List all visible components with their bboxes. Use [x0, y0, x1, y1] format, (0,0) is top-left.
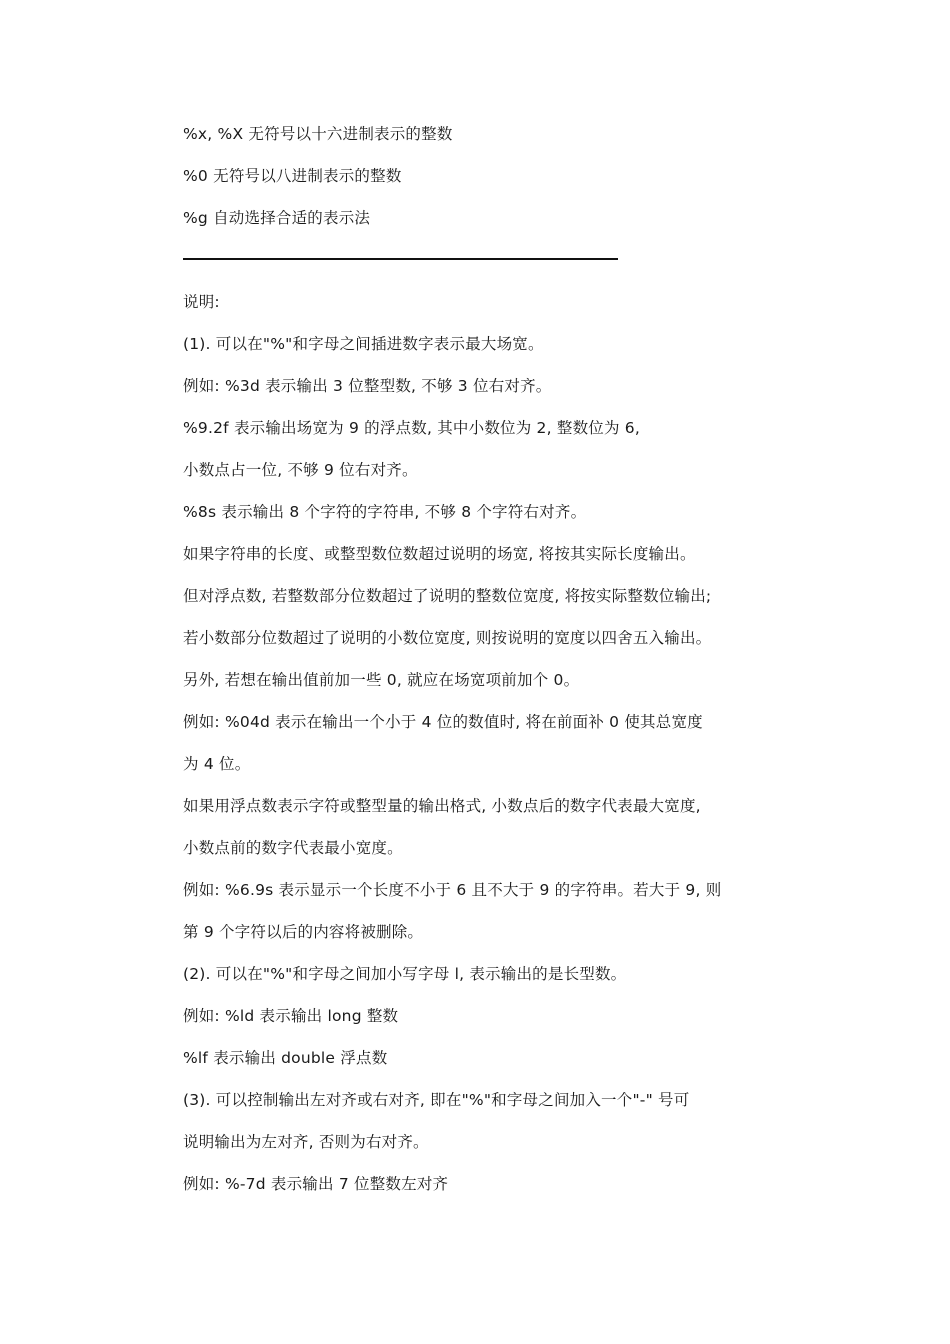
- horizontal-rule: [183, 258, 618, 260]
- text-line: 小数点占一位, 不够 9 位右对齐。: [183, 461, 418, 479]
- text-line: 第 9 个字符以后的内容将被删除。: [183, 923, 424, 941]
- text-line: 例如: %3d 表示输出 3 位整型数, 不够 3 位右对齐。: [183, 377, 552, 395]
- text-line: 另外, 若想在输出值前加一些 0, 就应在场宽项前加个 0。: [183, 671, 580, 689]
- text-line: 例如: %-7d 表示输出 7 位整数左对齐: [183, 1175, 449, 1193]
- text-line: %8s 表示输出 8 个字符的字符串, 不够 8 个字符右对齐。: [183, 503, 587, 521]
- text-line: 若小数部分位数超过了说明的小数位宽度, 则按说明的宽度以四舍五入输出。: [183, 629, 712, 647]
- text-line: 如果用浮点数表示字符或整型量的输出格式, 小数点后的数字代表最大宽度,: [183, 797, 701, 815]
- text-line-octal-format: %0 无符号以八进制表示的整数: [183, 167, 402, 185]
- text-line: (1). 可以在"%"和字母之间插进数字表示最大场宽。: [183, 335, 544, 353]
- text-line: %9.2f 表示输出场宽为 9 的浮点数, 其中小数位为 2, 整数位为 6,: [183, 419, 640, 437]
- text-line: %lf 表示输出 double 浮点数: [183, 1049, 388, 1067]
- text-line: 说明输出为左对齐, 否则为右对齐。: [183, 1133, 429, 1151]
- text-line: 例如: %04d 表示在输出一个小于 4 位的数值时, 将在前面补 0 使其总宽度: [183, 713, 703, 731]
- text-line-explanation-heading: 说明:: [183, 293, 220, 311]
- text-line-hex-format: %x, %X 无符号以十六进制表示的整数: [183, 125, 453, 143]
- text-line: 但对浮点数, 若整数部分位数超过了说明的整数位宽度, 将按实际整数位输出;: [183, 587, 712, 605]
- text-line: (3). 可以控制输出左对齐或右对齐, 即在"%"和字母之间加入一个"-" 号可: [183, 1091, 690, 1109]
- text-line: 例如: %ld 表示输出 long 整数: [183, 1007, 399, 1025]
- text-line-g-format: %g 自动选择合适的表示法: [183, 209, 371, 227]
- text-line: 为 4 位。: [183, 755, 251, 773]
- text-line: 例如: %6.9s 表示显示一个长度不小于 6 且不大于 9 的字符串。若大于 9, 则: [183, 881, 722, 899]
- text-line: 如果字符串的长度、或整型数位数超过说明的场宽, 将按其实际长度输出。: [183, 545, 696, 563]
- text-line: 小数点前的数字代表最小宽度。: [183, 839, 403, 857]
- text-line: (2). 可以在"%"和字母之间加小写字母 l, 表示输出的是长型数。: [183, 965, 627, 983]
